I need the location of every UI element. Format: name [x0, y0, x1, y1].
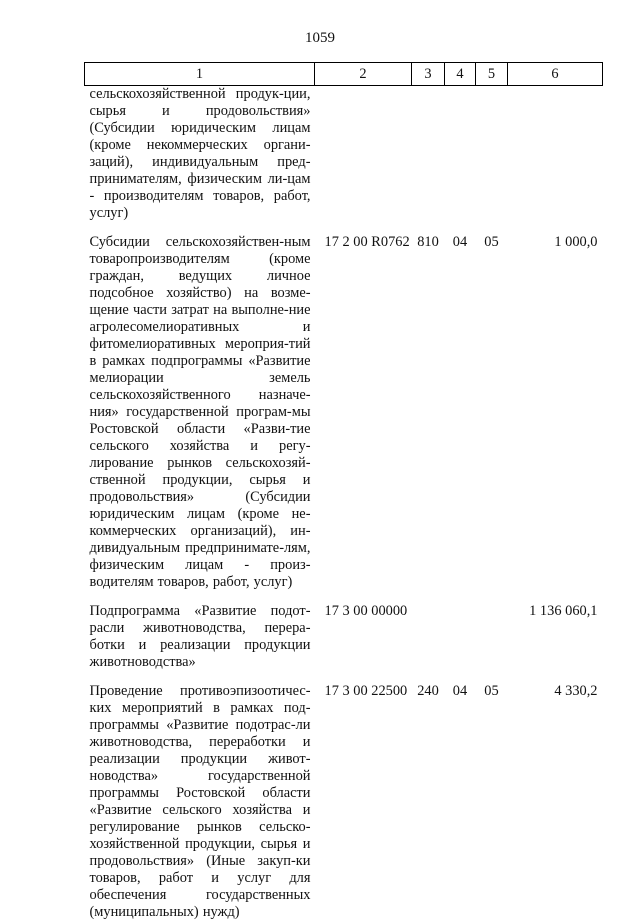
row-name: Проведение противоэпизоотичес-ких мероприятий в рамках под-программы «Развитие подотрас-ли животноводства, переработки и реализации продукции живот-новодства» государственной программы Ростовской области «Развитие сельского хозяйства и регулирование рынков сельско-хозяйственной продукции, сырья и продовольствия» (Иные закуп-ки товаров, работ и услуг для обеспечения государственных (муниципальных) нужд)	[89, 683, 311, 920]
row-pr: 05	[484, 234, 499, 250]
row-vr	[412, 86, 445, 223]
row-code: 17 3 00 00000	[324, 603, 408, 619]
table-row	[85, 671, 603, 921]
row-pr	[476, 591, 508, 671]
row-amount	[508, 86, 603, 223]
row-vr: 810	[417, 234, 439, 250]
column-header-4: 4	[445, 63, 476, 86]
row-rz: 04	[452, 683, 468, 699]
row-name: Субсидии сельскохозяйствен-ным товаропроизводителям (кроме граждан, ведущих личное подсобное хозяйство) на возме-щение части затрат на выполне-ние агролесомелиоративных и фитомелиоративных мероприя-тий в рамках подпрограммы «Развитие мелиорации земель сельскохозяйственного назначе-ния» государственной програм-мы Ростовской области «Разви-тие сельского хозяйства и регу-лирование рынков сельскохозяй-ственной продукции, сырья и продовольствия» (Субсидии юридическим лицам (кроме не-коммерческих организаций), ин-дивидуальным предпринимате-лям, физическим лицам - произ-водителям товаров, работ, услуг)	[89, 234, 311, 590]
table-row	[85, 222, 603, 591]
row-pr	[476, 86, 508, 223]
column-header-3: 3	[412, 63, 445, 86]
row-name: сельскохозяйственной продук-ции, сырья и продовольствия» (Субсидии юридическим лицам (кроме некоммерческих органи-заций), индивидуальным пред-принимателям, физическим ли-цам - производителям товаров, работ, услуг)	[89, 86, 311, 221]
table-row	[85, 591, 603, 671]
row-pr: 05	[484, 683, 499, 699]
column-header-2: 2	[315, 63, 412, 86]
row-vr: 240	[417, 683, 439, 699]
column-header-5: 5	[476, 63, 508, 86]
column-header-1: 1	[85, 63, 315, 86]
row-code	[315, 86, 412, 223]
row-amount: 1 000,0	[554, 234, 598, 250]
row-rz	[445, 86, 476, 223]
table-header-row	[85, 63, 603, 86]
budget-table	[84, 62, 603, 921]
row-code: 17 2 00 R0762	[324, 234, 410, 250]
row-rz	[445, 591, 476, 671]
row-code: 17 3 00 22500	[324, 683, 408, 699]
row-amount: 1 136 060,1	[529, 603, 598, 619]
row-rz: 04	[452, 234, 468, 250]
row-amount: 4 330,2	[554, 683, 598, 699]
table-row	[85, 86, 603, 223]
column-header-6: 6	[508, 63, 603, 86]
page-number: 1059	[305, 30, 335, 46]
row-name: Подпрограмма «Развитие подот-расли животноводства, перера-ботки и реализации продукции животноводства»	[89, 603, 311, 670]
row-vr	[412, 591, 445, 671]
